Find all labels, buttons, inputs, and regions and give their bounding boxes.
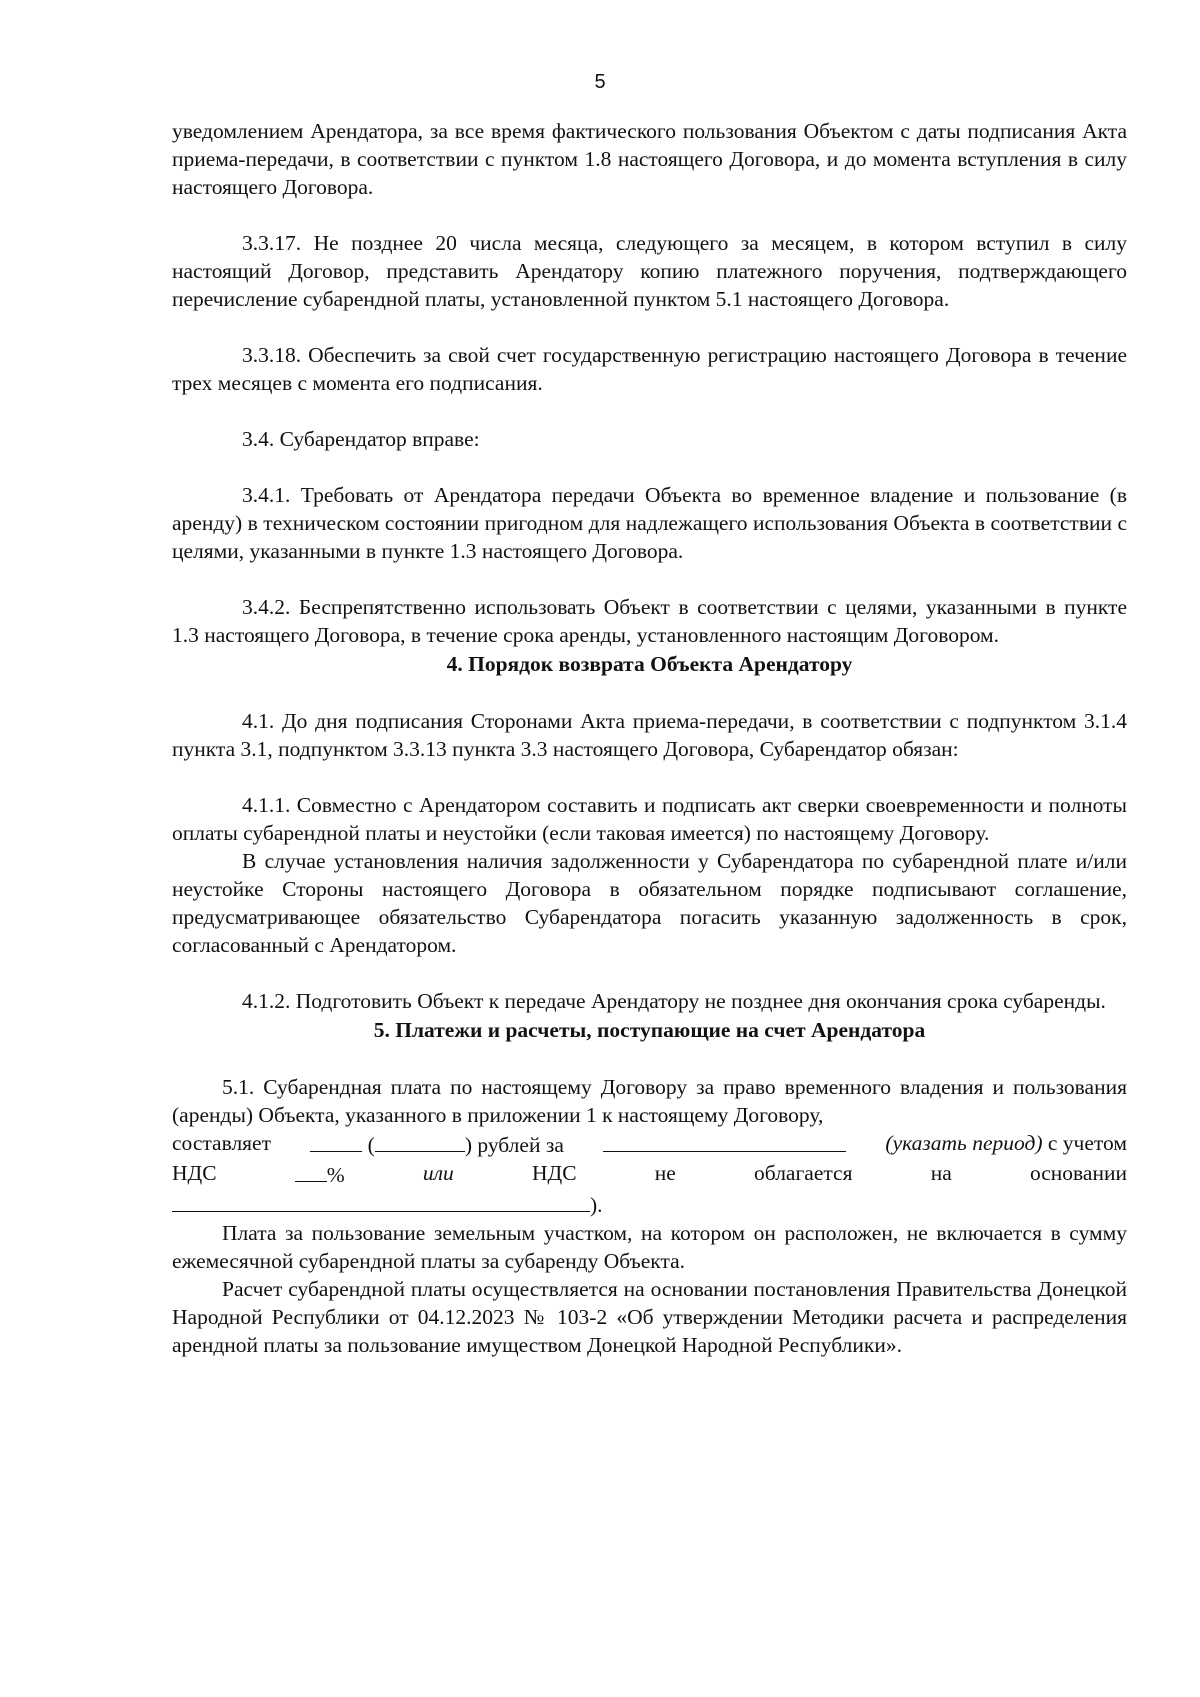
paragraph-3-4: 3.4. Субарендатор вправе: [242,427,480,451]
paragraph-3-3-18: 3.3.18. Обеспечить за свой счет государственную регистрацию настоящего Договора в течение трех месяцев с момента его подписания. [172,343,1127,395]
label-with-vat: с учетом [1047,1131,1127,1155]
paragraph-intro: уведомлением Арендатора, за все время фактического пользования Объектом с даты подписания Акта приема-передачи, в соответствии с пунктом 1.8 настоящего Договора, и до момента вступления в силу настоящего Договора. [172,119,1127,199]
vat-line [172,1159,1127,1189]
vat-label-2: НДС [532,1161,577,1185]
period-blank [603,1129,846,1152]
basis-line [172,1189,1127,1219]
document-body [172,117,1127,1359]
paren-close: ). [590,1193,603,1217]
amount-digits-blank [310,1129,362,1152]
word-on: на [930,1161,952,1185]
section-heading-5: 5. Платежи и расчеты, поступающие на счет Арендатора [373,1018,926,1042]
paragraph-3-3-17: 3.3.17. Не позднее 20 числа месяца, следующего за месяцем, в котором вступил в силу настоящий Договор, представить Арендатору копию платежного поручения, подтверждающего перечисление субарендной платы, установленной пунктом 5.1 настоящего Договора. [172,231,1127,311]
paragraph-3-4-2: 3.4.2. Беспрепятственно использовать Объект в соответствии с целями, указанными в пункте 1.3 настоящего Договора, в течение срока аренды, установленного настоящим Договором. [172,595,1127,647]
word-taxed: облагается [754,1161,853,1185]
paren-open: ( [367,1133,375,1157]
paragraph-3-4-1: 3.4.1. Требовать от Арендатора передачи Объекта во временное владение и пользование (в аренду) в техническом состоянии пригодном для надлежащего использования Объекта в соответствии с целями, указанными в пункте 1.3 настоящего Договора. [172,483,1127,563]
amount-blank-group [310,1129,564,1159]
basis-blank [172,1189,590,1212]
amount-words-blank [375,1129,465,1152]
paragraph-5-1-text: 5.1. Субарендная плата по настоящему Договору за право временного владения и пользования (аренды) Объекта, указанного в приложении 1 к настоящему Договору, [172,1075,1127,1127]
rent-amount-line [172,1129,1127,1159]
paragraph-land-fee: Плата за пользование земельным участком, на котором он расположен, не включается в сумму ежемесячной субарендной платы за субаренду Объекта. [172,1221,1127,1273]
section-heading-4: 4. Порядок возврата Объекта Арендатору [446,652,853,676]
vat-label: НДС [172,1161,217,1185]
period-hint-group [885,1129,1127,1159]
paragraph-4-1-1: 4.1.1. Совместно с Арендатором составить и подписать акт сверки своевременности и полноты оплаты субарендной платы и неустойки (если таковая имеется) по настоящему Договору. [172,793,1127,845]
period-hint: (указать период) [885,1131,1043,1155]
paragraph-4-1-1-debt: В случае установления наличия задолженности у Субарендатора по субарендной плате и/или неустойке Стороны настоящего Договора в обязательном порядке подписывают соглашение, предусматривающее обязательство Субарендатора погасить указанную задолженность в срок, согласованный с Арендатором. [172,849,1127,957]
label-rubles-for: ) рублей за [464,1133,564,1157]
page-number: 5 [594,71,606,93]
label-sostavlyaet: составляет [172,1131,271,1155]
percent-sign: % [326,1163,345,1187]
paragraph-4-1-2: 4.1.2. Подготовить Объект к передаче Арендатору не позднее дня окончания срока субаренды. [242,989,1106,1013]
word-or: или [422,1161,454,1185]
paragraph-4-1: 4.1. До дня подписания Сторонами Акта приема-передачи, в соответствии с подпунктом 3.1.4 пункта 3.1, подпунктом 3.3.13 пункта 3.3 настоящего Договора, Субарендатор обязан: [172,709,1127,761]
paragraph-5-1 [172,1073,1127,1219]
word-not: не [654,1161,676,1185]
vat-percent-group [295,1159,345,1189]
paragraph-calculation: Расчет субарендной платы осуществляется на основании постановления Правительства Донецкой Народной Республики от 04.12.2023 № 103-2 «Об утверждении Методики расчета и распределения арендной платы за пользование имуществом Донецкой Народной Республики». [172,1277,1127,1357]
word-basis: основании [1029,1161,1127,1185]
vat-percent-blank [295,1159,327,1182]
